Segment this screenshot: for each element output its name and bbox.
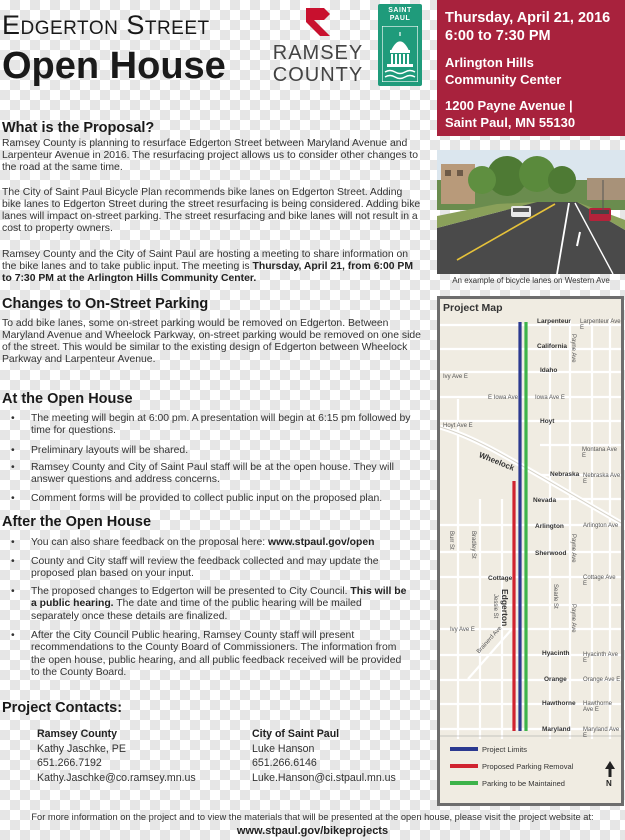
ramsey-logo-text: RAMSEY COUNTY: [272, 42, 364, 86]
ramsey-logo-mark-icon: [300, 6, 336, 38]
map-label-larpenteur: Larpenteur: [537, 318, 571, 325]
legend-label-parking-removal: Proposed Parking Removal: [482, 762, 574, 771]
saint-paul-logo: [378, 4, 422, 86]
map-label-ivy-ave: Ivy Ave E: [443, 374, 468, 380]
event-venue-line1: Arlington Hills: [445, 55, 534, 70]
map-label-wheelock: Wheelock: [477, 450, 516, 473]
map-label-bradley: Bradley St: [470, 531, 476, 559]
footer-text: For more information on the project and to view the materials that will be presented at the open house, please visit the project website at:: [31, 812, 594, 822]
project-map: [437, 296, 624, 806]
footer-url-link[interactable]: www.stpaul.gov/bikeprojects: [236, 825, 389, 837]
feedback-url-link[interactable]: www.stpaul.gov/open: [268, 537, 375, 548]
north-arrow-icon: [605, 761, 615, 777]
contacts-heading: Project Contacts:: [2, 700, 123, 716]
map-label-ivy: Ivy Ave E: [450, 627, 475, 633]
title-line-1: Edgerton Street: [2, 10, 210, 40]
at-open-house-heading: At the Open House: [2, 391, 133, 407]
ramsey-contact-name: Kathy Jaschke, PE: [37, 742, 126, 755]
map-label-hawthorne: Hawthorne: [542, 700, 576, 707]
map-label-edgerton: Edgerton: [500, 589, 510, 627]
legend-label-project-limits: Project Limits: [482, 745, 528, 754]
event-venue: [445, 54, 617, 88]
map-label-hyacinth-ave: Hyacinth Ave E: [583, 652, 618, 664]
ramsey-contact-email[interactable]: Kathy.Jaschke@co.ramsey.mn.us: [37, 771, 196, 784]
map-label-larpenteur-ave: Larpenteur Ave E: [580, 319, 621, 331]
map-title: Project Map: [443, 302, 503, 314]
map-label-burr: Burr St: [448, 531, 454, 550]
map-label-maryland-ave: Maryland Ave E: [583, 727, 620, 739]
map-label-maryland: Maryland: [542, 726, 571, 733]
map-label-nebraska: Nebraska: [550, 471, 580, 478]
parking-paragraph: To add bike lanes, some on-street parking would be removed on Edgerton. Between Maryland Avenue and Wheelock Parkway, on-street parking would be removed on one side of the street. This would be similar to the existing design of Edgerton between Wheelock Parkway and Larpenteur Avenue.: [2, 318, 421, 365]
map-label-orange: Orange: [544, 676, 567, 683]
map-label-idaho: Idaho: [540, 367, 558, 374]
map-label-hyacinth: Hyacinth: [542, 650, 570, 657]
proposal-heading: What is the Proposal?: [2, 120, 155, 136]
map-canvas: [440, 299, 621, 803]
event-time: 6:00 to 7:30 PM: [445, 28, 551, 44]
map-label-brainerd: Brainerd Ave: [476, 625, 504, 656]
saint-paul-contact-email[interactable]: Luke.Hanson@ci.stpaul.mn.us: [252, 771, 396, 784]
capitol-dome-icon: [382, 26, 418, 82]
parking-heading: Changes to On-Street Parking: [2, 296, 209, 312]
map-label-jessie: Jessie St: [492, 594, 498, 619]
event-date: Thursday, April 21, 2016: [445, 10, 611, 26]
ramsey-contact-phone: 651.266.7192: [37, 757, 102, 769]
map-label-arlington-ave: Arlington Ave: [583, 523, 619, 529]
map-label-e-iowa: E Iowa Ave: [488, 395, 518, 401]
legend-swatch-parking-removal: [450, 764, 478, 768]
ramsey-contact-org: Ramsey County: [37, 728, 118, 740]
saint-paul-contact-org: City of Saint Paul: [252, 728, 340, 740]
legend-label-parking-maintained: Parking to be Maintained: [482, 779, 565, 788]
event-address-line1: 1200 Payne Avenue |: [445, 98, 573, 113]
bike-lane-photo: [437, 150, 625, 274]
map-label-hoyt: Hoyt: [540, 418, 555, 425]
map-label-iowa: Iowa Ave E: [535, 395, 565, 401]
event-address: [445, 97, 617, 131]
map-label-hawthorne-ave: Hawthorne Ave E: [583, 701, 613, 713]
ramsey-county-logo: [268, 4, 368, 88]
map-label-cottage-ave: Cottage Ave E: [583, 575, 616, 587]
north-label: N: [606, 779, 612, 788]
proposal-paragraph-3-text: Ramsey County and the City of Saint Paul are hosting a meeting to share information on the bike lanes and to take public input. The meeting is: [2, 249, 409, 272]
legend-swatch-parking-maintained: [450, 781, 478, 785]
map-label-nevada: Nevada: [533, 497, 557, 504]
proposal-paragraph-3: [2, 249, 422, 285]
photo-caption: An example of bicycle lanes on Western Ave: [452, 276, 610, 285]
map-label-sherwood: Sherwood: [535, 550, 567, 557]
legend-swatch-project-limits: [450, 747, 478, 751]
map-label-hoyt-ave: Hoyt Ave E: [443, 423, 473, 429]
event-venue-line2: Community Center: [445, 72, 562, 87]
map-label-payne: Payne Ave: [570, 604, 576, 633]
map-label-montana: Montana Ave E: [582, 447, 617, 459]
map-label-arlington: Arlington: [535, 523, 564, 530]
proposal-paragraph-2: The City of Saint Paul Bicycle Plan recommends bike lanes on Edgerton Street. Adding bike lanes to Edgerton Street during the street resurfacing is being considered. Adding bike lanes will impact on-street parking. The street resurfacing and bike lanes will not result in a cost to property owners.: [2, 187, 421, 234]
title-line-2: Open House: [2, 45, 226, 87]
event-address-line2: Saint Paul, MN 55130: [445, 115, 576, 130]
saint-paul-logo-text: SAINT PAUL: [388, 7, 412, 22]
proposal-paragraph-1: Ramsey County is planning to resurface Edgerton Street between Maryland Avenue and Larpenteur Avenue in 2016. The resurfacing project allows us to consider other changes to the road at the same time.: [2, 138, 419, 173]
saint-paul-contact-name: Luke Hanson: [252, 742, 315, 755]
proposal-meeting-details: Thursday, April 21, from 6:00 PM to 7:30 PM at the Arlington Hills Community Center.: [2, 261, 414, 284]
map-label-payne: Payne Ave: [570, 534, 576, 563]
saint-paul-contact: [252, 727, 396, 785]
event-info-box: [437, 0, 625, 136]
map-label-nebraska-ave: Nebraska Ave E: [583, 473, 621, 485]
map-label-payne: Payne Ave: [570, 334, 576, 363]
map-label-cottage: Cottage: [488, 575, 513, 582]
ramsey-contact: [37, 727, 196, 785]
map-label-searle: Searle St: [552, 584, 558, 609]
after-open-house-heading: After the Open House: [2, 514, 152, 530]
map-label-california: California: [537, 343, 567, 350]
map-label-orange-ave: Orange Ave E: [583, 677, 621, 683]
saint-paul-contact-phone: 651.266.6146: [252, 757, 317, 769]
legend: [450, 747, 478, 785]
